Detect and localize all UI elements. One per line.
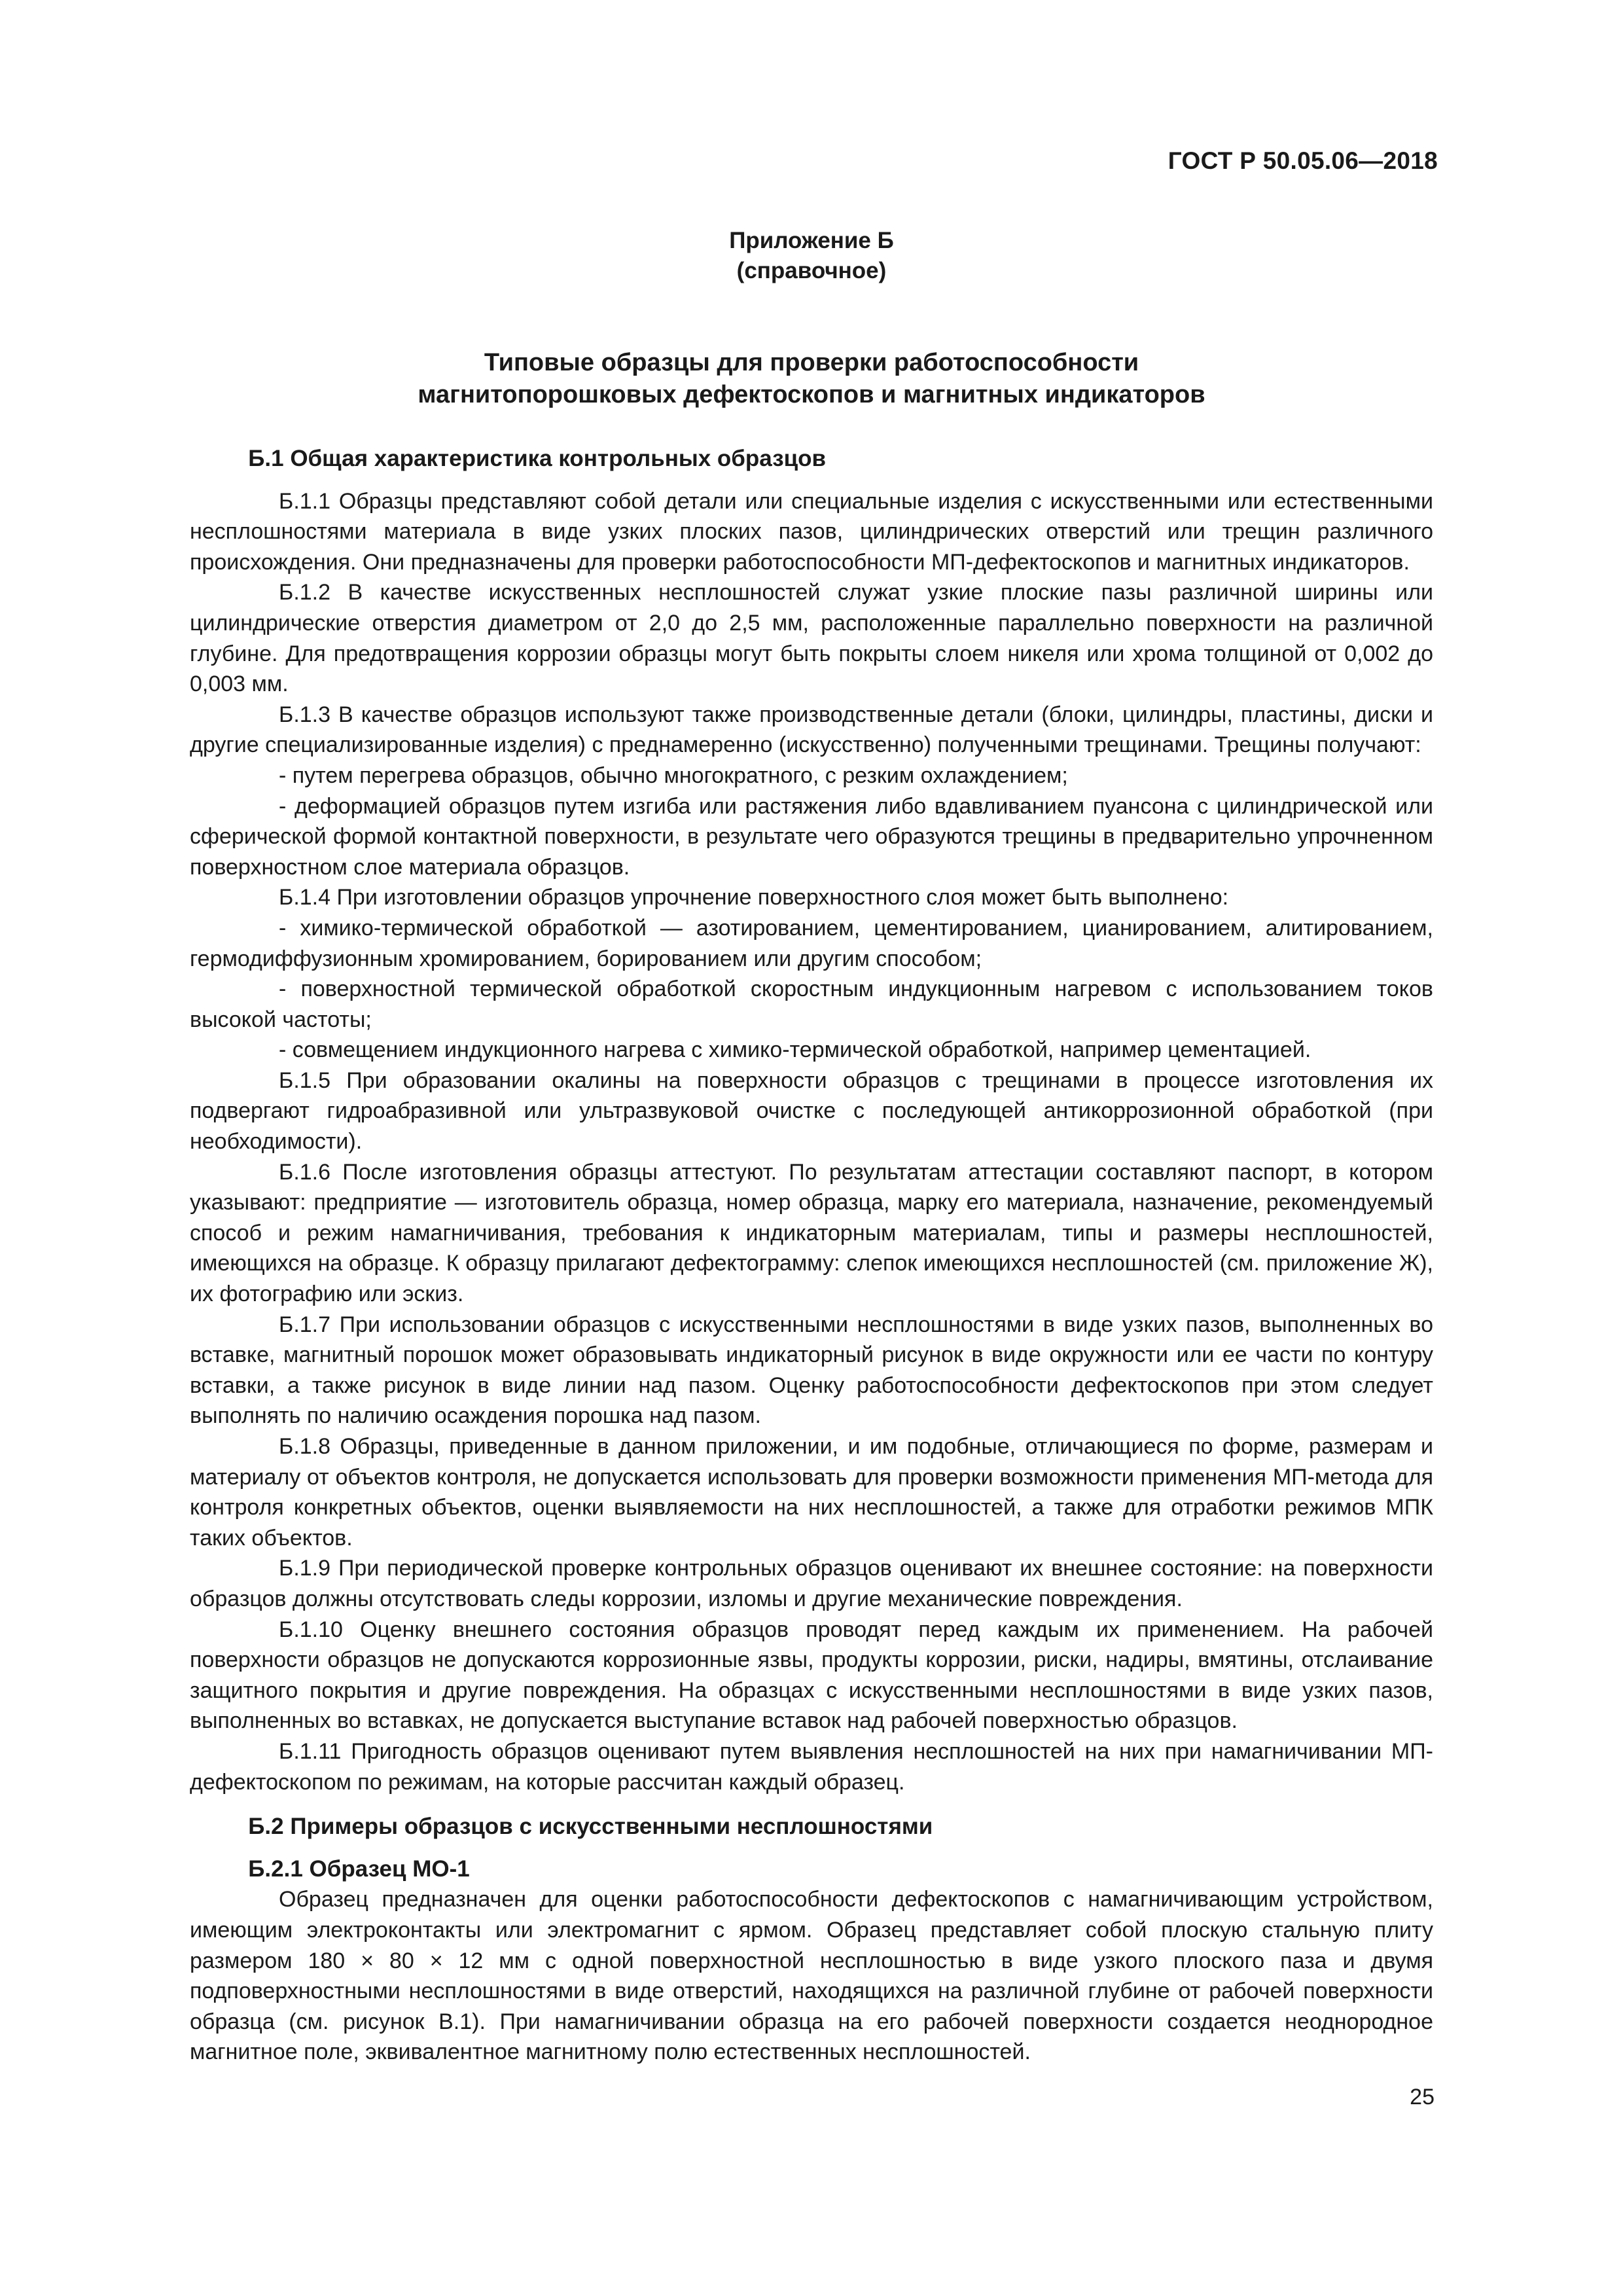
document-code-header: ГОСТ Р 50.05.06—2018	[1168, 147, 1438, 174]
paragraph: Б.1.3 В качестве образцов используют также производственные детали (блоки, цилиндры, пластины, диски и другие специализированные изделия) с преднамеренно (искусственно) полученными трещинами. Трещины получают:	[190, 702, 1433, 758]
annex-title	[0, 347, 1623, 411]
list-item: - совмещением индукционного нагрева с химико-термической обработкой, например цементацией.	[279, 1037, 1311, 1063]
annex-label: Приложение Б	[729, 228, 894, 253]
list-item: - деформацией образцов путем изгиба или растяжения либо вдавливанием пуансона с цилиндрической или сферической формой контактной поверхности, в результате чего образуются трещины в предварительно упрочненном поверхностном слое материала образцов.	[190, 793, 1433, 880]
paragraph: Б.1.9 При периодической проверке контрольных образцов оценивают их внешнее состояние: на поверхности образцов должны отсутствовать следы коррозии, изломы и другие механические повреждения.	[190, 1556, 1433, 1611]
list-item: - поверхностной термической обработкой скоростным индукционным нагревом с использованием токов высокой частоты;	[190, 977, 1433, 1032]
section-b1-heading: Б.1 Общая характеристика контрольных образцов	[248, 446, 827, 471]
paragraph: Б.1.1 Образцы представляют собой детали или специальные изделия с искусственными или естественными несплошностями материала в виде узких плоских пазов, цилиндрических отверстий или трещин различного происхождения. Они предназначены для проверки работоспособности МП-дефектоскопов и магнитных индикаторов.	[190, 488, 1433, 575]
annex-status: (справочное)	[736, 258, 887, 283]
paragraph: Б.1.8 Образцы, приведенные в данном приложении, и им подобные, отличающиеся по форме, размерам и материалу от объектов контроля, не допускается использовать для проверки возможности применения МП-метода для контроля конкретных объектов, оценки выявляемости на них несплошностей, а также для отработки режимов МПК таких объектов.	[190, 1434, 1433, 1551]
paragraph: Б.1.6 После изготовления образцы аттестуют. По результатам аттестации составляют паспорт, в котором указывают: предприятие — изготовитель образца, номер образца, марку его материала, назначение, рекомендуемый способ и режим намагничивания, требования к индикаторным материалам, типы и размеры несплошностей, имеющихся на образце. К образцу прилагают дефектограмму: слепок имеющихся несплошностей (см. приложение Ж), их фотографию или эскиз.	[190, 1159, 1433, 1307]
paragraph: Б.1.5 При образовании окалины на поверхности образцов с трещинами в процессе изготовления их подвергают гидроабразивной или ультразвуковой очистке с последующей антикоррозионной обработкой (при необходимости).	[190, 1067, 1433, 1155]
annex-title-line-2: магнитопорошковых дефектоскопов и магнитных индикаторов	[418, 381, 1205, 408]
annex-label-block	[0, 226, 1623, 286]
paragraph: Б.1.10 Оценку внешнего состояния образцов проводят перед каждым их применением. На рабочей поверхности образцов не допускаются коррозионные язвы, продукты коррозии, риски, надиры, вмятины, отслаивание защитного покрытия и другие повреждения. На образцах с искусственными несплошностями в виде узких пазов, выполненных во вставках, не допускается выступание вставок над рабочей поверхностью образцов.	[190, 1617, 1433, 1734]
subsection-b21-heading: Б.2.1 Образец МО-1	[248, 1856, 470, 1882]
paragraph: Образец предназначен для оценки работоспособности дефектоскопов с намагничивающим устройством, имеющим электроконтакты или электромагнит с ярмом. Образец представляет собой плоскую стальную плиту размером 180 × 80 × 12 мм с одной поверхностной несплошностью в виде узкого плоского паза и двумя подповерхностными несплошностями в виде отверстий, находящихся на различной глубине от рабочей поверхности образца (см. рисунок В.1). При намагничивании образца на его рабочей поверхности создается неоднородное магнитное поле, эквивалентное магнитному полю естественных несплошностей.	[190, 1887, 1433, 2065]
paragraph: Б.1.11 Пригодность образцов оценивают путем выявления несплошностей на них при намагничивании МП-дефектоскопом по режимам, на которые рассчитан каждый образец.	[190, 1738, 1433, 1795]
page-number: 25	[1410, 2085, 1435, 2109]
section-b2-heading: Б.2 Примеры образцов с искусственными несплошностями	[248, 1814, 933, 1840]
paragraph: Б.1.2 В качестве искусственных несплошностей служат узкие плоские пазы различной ширины или цилиндрические отверстия диаметром от 2,0 до 2,5 мм, расположенные параллельно поверхности на различной глубине. Для предотвращения коррозии образцы могут быть покрыты слоем никеля или хрома толщиной от 0,002 до 0,003 мм.	[190, 580, 1433, 697]
list-item: - путем перегрева образцов, обычно многократного, с резким охлаждением;	[279, 762, 1068, 788]
paragraph: Б.1.4 При изготовлении образцов упрочнение поверхностного слоя может быть выполнено:	[279, 885, 1229, 910]
list-item: - химико-термической обработкой — азотированием, цементированием, цианированием, алитированием, гермодиффузионным хромированием, борированием или другим способом;	[190, 915, 1433, 971]
document-body	[190, 444, 1433, 2068]
annex-title-line-1: Типовые образцы для проверки работоспособности	[484, 349, 1139, 376]
paragraph: Б.1.7 При использовании образцов с искусственными несплошностями в виде узких пазов, выполненных во вставке, магнитный порошок может образовывать индикаторный рисунок в виде окружности или ее части по контуру вставки, а также рисунок в виде линии над пазом. Оценку работоспособности дефектоскопов при этом следует выполнять по наличию осаждения порошка над пазом.	[190, 1312, 1433, 1429]
